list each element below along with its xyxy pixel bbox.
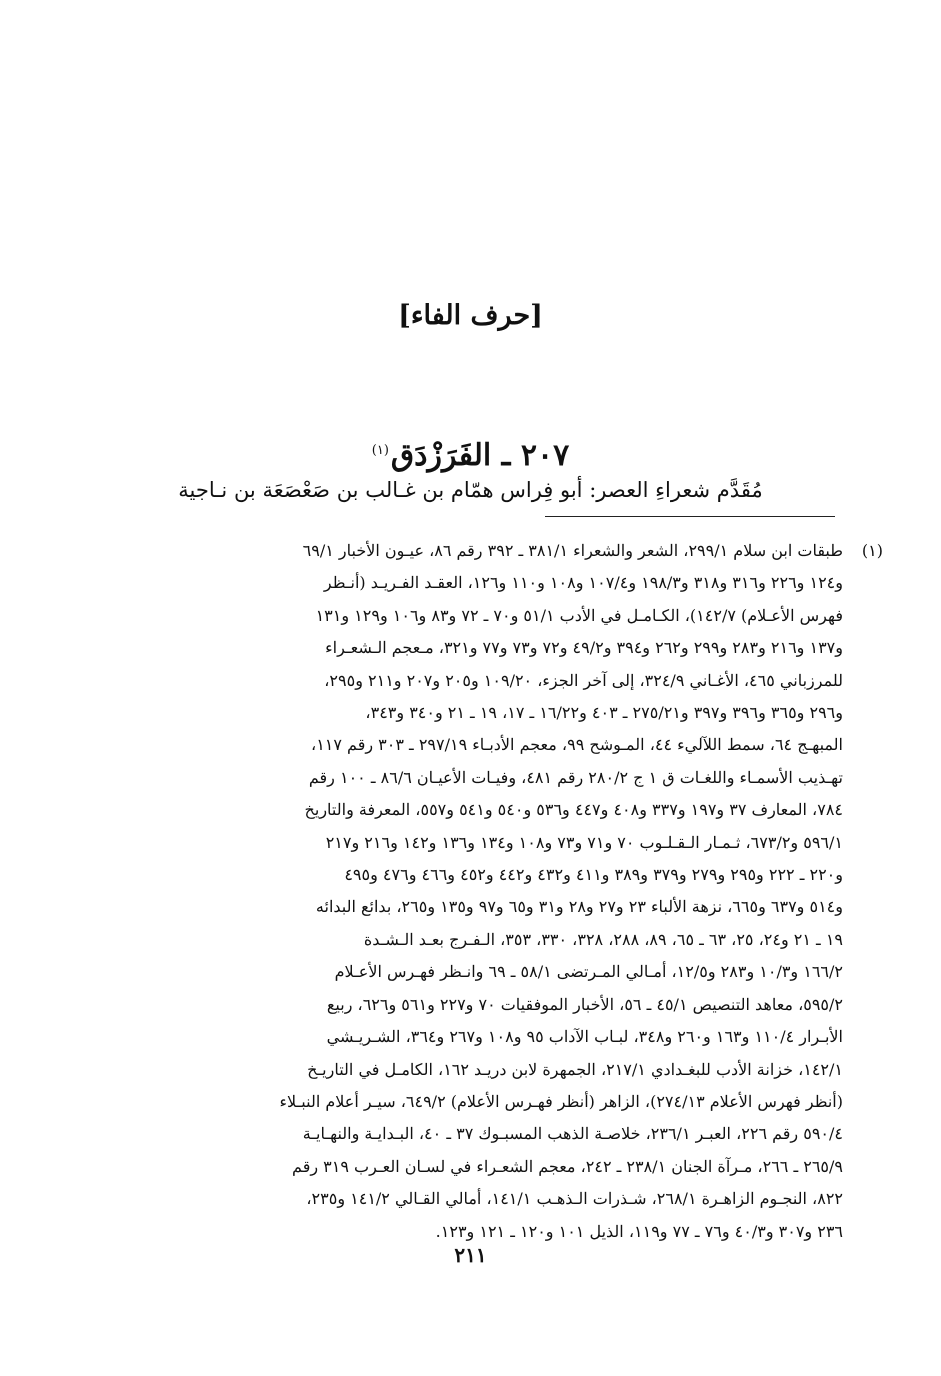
footnote-line: ١٩ ـ ٢١ و٢٤، ٢٥، ٦٣ ـ ٦٥، ٨٩، ٢٨٨، ٣٢٨، ٣٣٠، ٣٥٣، الـفـرج بعـد الـشـدة [363,929,843,949]
footnote-line: و٢٢٠ ـ ٢٢٢ و٢٩٥ و٢٧٩ و٣٧٩ و٣٨٩ و٤١١ و٤٣٢ و٤٤٢ و٤٥٢ و٤٦٦ و٤٧٦ و٤٩٥ [344,865,843,885]
footnote-line: تهـذيب الأسمـاء واللغـات ق ١ ج ٢٨٠/٢ رقم ٤٨١، وفيـات الأعيـان ٨٦/٦ ـ ١٠٠ رقم [308,767,843,787]
footnote-line: و٥١٤ و٦٣٧ و٦٦٥، نزهة الألباء ٢٣ و٢٧ و٢٨ و٣١ و٦٥ و٩٧ و١٣٥ و٢٦٥، بدائع البدائه [315,897,843,917]
footnote-line: المبهـج ٦٤، سمط اللآليء ٤٤، المـوشح ٩٩، معجم الأدبـاء ٢٩٧/١٩ ـ ٣٠٣ رقم ١١٧، [311,735,843,755]
footnote-line: و١٢٤ و٢٢٦ و٣١٦ و٣١٨ و١٩٨/٣ و١٠٧/٤ و١٠٨ و١١٠ و١٢٦، العقـد الفـريـد (أنـظر [323,573,843,593]
footnote-number: (١) [861,541,883,560]
footnote-line: و٢٩٦ و٣٦٥ و٣٩٦ و٣٩٧ و٢٧٥/٢١ ـ ٤٠٣ و١٦/٢٢ ـ ١٧، ١٩ ـ ٢١ و٣٤٠ و٣٤٣، [365,703,843,723]
footnote-lines [98,535,843,1248]
footnote-line: فهرس الأعـلام) ١٤٢/٧)، الكـامـل في الأدب ٥١/١ و٧٠ ـ ٧٢ و٨٣ و١٠٦ و١٢٩ و١٣١ [315,605,843,625]
footnote-line: ١٦٦/٢ و١٠/٣ و٢٨٣ و١٢/٥، أمـالي المـرتضى ٥٨/١ ـ ٦٩ وانـظر فهـرس الأعـلام [334,962,843,982]
footnote-line: الأبـرار ١١٠/٤ و١٦٣ و٢٦٠ و٣٤٨، لبـاب الآداب ٩٥ و١٠٨ و٢٦٧ و٣٦٤، الشـريـشي [326,1027,843,1047]
footnote-line: ٢٦٥/٩ ـ ٢٦٦، مـرآة الجنان ٢٣٨/١ ـ ٢٤٢، معجم الشعـراء في لسـان العـرب ٣١٩ رقم [292,1156,843,1176]
footnote-block [98,535,883,1248]
footnote-line: ٧٨٤، المعارف ٣٧ و١٩٧ و٣٣٧ و٤٠٨ و٤٤٧ و٥٣٦ و٥٤٠ و٥٤١ و٥٥٧، المعرفة والتاريخ [304,800,843,820]
footnote-line: و١٣٧ و٢١٦ و٢٨٣ و٢٩٩ و٢٦٢ و٣٩٤ و٤٩/٢ و٧٢ و٧٣ و٧٧ و٣٢١، مـعجم الـشعـراء [325,638,843,658]
footnote-line: ٢٣٦ و٣٠٧ و٤٠/٣ و٧٦ ـ ٧٧ و١١٩، الذيل ١٠١ و١٢٠ ـ ١٢١ و١٢٣. [435,1221,843,1241]
footnote-divider [545,516,835,517]
footnote-line: للمرزباني ٤٦٥، الأغـاني ٣٢٤/٩، إلى آخر الجزء، ١٠٩/٢٠ و٢٠٥ و٢٠٧ و٢١١ و٢٩٥، [324,670,843,690]
footnote-line: ٥٩٦/١ و٦٧٣/٢، ثـمـار الـقـلـوب ٧٠ و٧١ و٧٣ و١٠٨ و١٣٤ و١٣٦ و١٤٢ و٢١٦ و٢١٧ [325,832,843,852]
footnote-line: ١٤٢/١، خزانة الأدب للبغـدادي ٢١٧/١، الجمهرة لابن دريـد ١٦٢، الكامـل في التاريـخ [307,1059,843,1079]
footnote-line: طبقات ابن سلام ٢٩٩/١، الشعر والشعراء ٣٨١/١ ـ ٣٩٢ رقم ٨٦، عيـون الأخبار ٦٩/١ [302,541,843,560]
footnote-line: ٥٩٥/٢، معاهد التنصيص ٤٥/١ ـ ٥٦، الأخبار الموفقيات ٧٠ و٢٢٧ و٥٦١ و٦٢٦، ربيع [326,994,843,1014]
page-number: ٢١١ [454,1243,487,1267]
entry-subtitle: مُقَدَّم شعراءِ العصر: أبو فِراس همّام بن غـالب بن صَعْصَعَة بن نـاجية [178,478,763,502]
footnote-line: ٨٢٢، النجـوم الزاهـرة ٢٦٨/١، شـذرات الـذهـب ١٤١/١، أمالي القـالي ١٤١/٢ و٢٣٥، [306,1189,843,1209]
footnote-line: ٥٩٠/٤ رقم ٢٢٦، العبـر ٢٣٦/١، خلاصـة الذهب المسبـوك ٣٧ ـ ٤٠، البـدايـة والنهـايـة [302,1124,843,1144]
footnote-reference: (١) [371,443,389,458]
section-heading: [حرف الفاء] [398,300,543,331]
entry-title [0,438,941,473]
footnote-line: (أنظر فهرس الأعلام ٢٧٤/١٣)، الزاهر (أنظر فهـرس الأعلام) ٦٤٩/٢، سيـر أعلام النبـلاء [279,1091,843,1111]
entry-title-text: ٢٠٧ ـ الفَرَزْدَق [390,438,570,473]
